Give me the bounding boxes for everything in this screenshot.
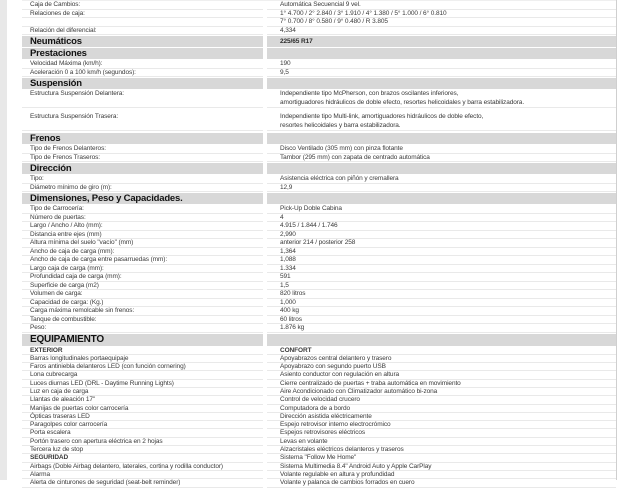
spec-value: 4 (267, 214, 616, 223)
spec-value: 7° 0.700 / 8° 0.580 / 9° 0.480 / R 3.805 (267, 18, 616, 27)
equipment-item-left: Airbags (Doble Airbag delantero, laterales, cortina y rodilla conductor) (22, 463, 263, 471)
section-title: Prestaciones (22, 48, 263, 59)
spec-value: 9,5 (267, 69, 616, 78)
equipment-row (22, 396, 616, 404)
spec-value: 400 kg (267, 307, 616, 316)
spec-value: anterior 214 / posterior 258 (267, 239, 616, 248)
spec-value: 1.876 kg (267, 324, 616, 333)
spec-row (22, 273, 616, 282)
equipment-item-right: Alzacristales eléctricos delanteros y traseros (267, 446, 616, 454)
equipment-item-right: Volante regulable en altura y profundidad (267, 471, 616, 479)
spec-label: Caja de Cambios: (22, 1, 263, 10)
equipment-row (22, 405, 616, 413)
spec-label: Tipo de Carrocería: (22, 205, 263, 214)
equipment-item-left: Tercera luz de stop (22, 446, 263, 454)
spec-label: Superficie de carga (m2) (22, 282, 263, 291)
equipment-item-right: Asiento conductor con regulación en altura (267, 371, 616, 379)
spec-value: 4.915 / 1.844 / 1.746 (267, 222, 616, 231)
equipment-item-right: Espejos retrovisores eléctricos (267, 429, 616, 437)
spec-label: Velocidad Máxima (km/h): (22, 60, 263, 69)
equipment-item-left: Alarma (22, 471, 263, 479)
spec-row (22, 154, 616, 163)
equipment-row (22, 421, 616, 429)
spec-row-multiline (22, 90, 616, 108)
equipment-item-left: Manijas de puertas color carrocería (22, 405, 263, 413)
equipment-row (22, 413, 616, 421)
equipment-item-right: Sistema "Follow Me Home" (267, 454, 616, 462)
spec-label: Largo / Ancho / Alto (mm): (22, 222, 263, 231)
spec-value: 12,9 (267, 184, 616, 193)
equipment-item-left: Llantas de aleación 17'' (22, 396, 263, 404)
equipment-item-left: Alerta de cinturones de seguridad (seat-belt reminder) (22, 479, 263, 487)
spec-row (22, 27, 616, 36)
section-header (22, 133, 616, 144)
equipment-item-right: Dirección asistida eléctricamente (267, 413, 616, 421)
spec-value: Automática Secuencial 9 vel. (267, 1, 616, 10)
spec-row (22, 69, 616, 78)
spec-row (22, 175, 616, 184)
spec-label: Diámetro mínimo de giro (m): (22, 184, 263, 193)
equipment-item-right: Sistema Multimedia 8.4" Android Auto y Apple CarPlay (267, 463, 616, 471)
page-right-edge (616, 0, 617, 480)
section-header (22, 163, 616, 174)
spec-value: 1,088 (267, 256, 616, 265)
spec-value: 1,5 (267, 282, 616, 291)
spec-row (22, 1, 616, 10)
spec-row (22, 214, 616, 223)
spec-row (22, 324, 616, 333)
spec-row (22, 248, 616, 257)
spec-row (22, 290, 616, 299)
spec-label: Altura mínima del suelo "vacío" (mm) (22, 239, 263, 248)
spec-row (22, 265, 616, 274)
equipment-item-right: Apoyabrazos central delantero y trasero (267, 355, 616, 363)
equipment-row (22, 388, 616, 396)
spec-value: 2,990 (267, 231, 616, 240)
equipment-item-left: SEGURIDAD (22, 454, 263, 462)
equipment-item-left: Luces diurnas LED (DRL - Daytime Running Lights) (22, 380, 263, 388)
section-header-value (267, 334, 616, 346)
spec-label: Relación del diferencial: (22, 27, 263, 36)
section-header (22, 36, 616, 47)
spec-row (22, 231, 616, 240)
spec-value: 1,364 (267, 248, 616, 257)
equipment-item-left: Faros antiniebla delanteros LED (con función cornering) (22, 363, 263, 371)
spec-label: Aceleración 0 a 100 km/h (segundos): (22, 69, 263, 78)
section-title: Suspensión (22, 78, 263, 89)
spec-row (22, 184, 616, 193)
spec-row (22, 145, 616, 154)
spec-value-line: Independiente tipo Multi-link, amortiguadores hidráulicos de doble efecto, (280, 113, 484, 120)
spec-row-multiline (22, 113, 616, 131)
spec-value: Asistencia eléctrica con piñón y cremallera (267, 175, 616, 184)
equipment-row (22, 454, 616, 462)
spec-label: Relaciones de caja: (22, 10, 263, 19)
spec-label: Largo caja de carga (mm): (22, 265, 263, 274)
equipment-row (22, 380, 616, 388)
spec-sheet (22, 0, 616, 488)
spec-value: 1.334 (267, 265, 616, 274)
section-header-value (267, 133, 616, 144)
spec-value-line: amortiguadores hidráulicos de doble efecto, resortes helicoidales y barra estabilizadora. (280, 98, 525, 106)
spec-value: 1,000 (267, 299, 616, 308)
spec-row (22, 205, 616, 214)
equipment-row (22, 371, 616, 379)
spec-label: Tipo de Frenos Traseros: (22, 154, 263, 163)
spec-label: Peso: (22, 324, 263, 333)
spec-value: 591 (267, 273, 616, 282)
section-title: EQUIPAMIENTO (22, 334, 263, 346)
spec-row (22, 307, 616, 316)
section-header (22, 48, 616, 59)
equipment-item-right: Apoyabrazo con segundo puerto USB (267, 363, 616, 371)
equipment-item-right: Aire Acondicionado con Climatizador automático bi-zona (267, 388, 616, 396)
section-header (22, 193, 616, 204)
spec-label: Capacidad de carga: (Kg.) (22, 299, 263, 308)
spec-value: 190 (267, 60, 616, 69)
spec-value-line: resortes helicoidales y barra estabilizadora. (280, 121, 401, 129)
equipment-item-left: Luz en caja de carga (22, 388, 263, 396)
spec-value: 60 litros (267, 316, 616, 325)
equipment-item-right: Computadora de a bordo (267, 405, 616, 413)
spec-label: Estructura Suspensión Delantera: (22, 90, 263, 108)
equipment-item-right: CONFORT (267, 347, 616, 355)
equipment-item-right: Volante y palanca de cambios forrados en cuero (267, 479, 616, 487)
spec-row (22, 299, 616, 308)
spec-value: 4,334 (267, 27, 616, 36)
equipment-item-right: Cierre centralizado de puertas + traba automática en movimiento (267, 380, 616, 388)
section-title: Dimensiones, Peso y Capacidades. (22, 193, 263, 204)
section-title: Neumáticos (22, 36, 263, 47)
section-header-value (267, 163, 616, 174)
equipment-item-left: Barras longitudinales portaequipaje (22, 355, 263, 363)
spec-row (22, 222, 616, 231)
spec-row (22, 60, 616, 69)
equipment-row (22, 463, 616, 471)
equipment-row (22, 429, 616, 437)
spec-label: Ancho de caja de carga (mm): (22, 248, 263, 257)
spec-row (22, 316, 616, 325)
spec-row (22, 18, 616, 27)
equipment-item-left: Portón trasero con apertura eléctrica en 2 hojas (22, 438, 263, 446)
spec-label: Profundidad caja de carga (mm): (22, 273, 263, 282)
spec-value: 1° 4.700 / 2° 2.840 / 3° 1.910 / 4° 1.380 / 5° 1.000 / 6° 0.810 (267, 10, 616, 19)
page-margin-strip (0, 0, 7, 480)
spec-label: Volumen de carga: (22, 290, 263, 299)
spec-row (22, 282, 616, 291)
equipment-item-left: EXTERIOR (22, 347, 263, 355)
section-header (22, 334, 616, 346)
spec-row (22, 239, 616, 248)
spec-value (267, 113, 616, 131)
section-header-value (267, 193, 616, 204)
spec-label: Estructura Suspensión Trasera: (22, 113, 263, 131)
equipment-row (22, 438, 616, 446)
spec-label: Tanque de combustible: (22, 316, 263, 325)
spec-label: Tipo: (22, 175, 263, 184)
section-title: Dirección (22, 163, 263, 174)
spec-value: Pick-Up Doble Cabina (267, 205, 616, 214)
equipment-item-right: Control de velocidad crucero (267, 396, 616, 404)
spec-label: Distancia entre ejes (mm) (22, 231, 263, 240)
equipment-row (22, 446, 616, 454)
equipment-item-right: Levas en volante (267, 438, 616, 446)
equipment-item-left: Lona cubrecarga (22, 371, 263, 379)
row-spacer (22, 131, 616, 132)
spec-row (22, 256, 616, 265)
spec-value: Disco Ventilado (305 mm) con pinza flotante (267, 145, 616, 154)
equipment-item-left: Paragolpes color carrocería (22, 421, 263, 429)
equipment-row (22, 479, 616, 487)
section-title: Frenos (22, 133, 263, 144)
spec-label (22, 18, 263, 27)
spec-label: Número de puertas: (22, 214, 263, 223)
equipment-item-left: Porta escalera (22, 429, 263, 437)
section-header-value: 225/65 R17 (267, 36, 616, 47)
equipment-row (22, 363, 616, 371)
equipment-row (22, 471, 616, 479)
section-header-value (267, 78, 616, 89)
equipment-item-right: Espejo retrovisor interno electrocrómico (267, 421, 616, 429)
equipment-row (22, 347, 616, 355)
spec-value-line: Independiente tipo McPherson, con brazos oscilantes inferiores, (280, 90, 459, 97)
spec-label: Carga máxima remolcable sin frenos: (22, 307, 263, 316)
spec-label: Ancho de caja de carga entre pasarruedas (mm): (22, 256, 263, 265)
section-header (22, 78, 616, 89)
section-header-value (267, 48, 616, 59)
spec-value (267, 90, 616, 108)
equipment-row (22, 355, 616, 363)
spec-row (22, 10, 616, 19)
spec-label: Tipo de Frenos Delanteros: (22, 145, 263, 154)
spec-value: 820 litros (267, 290, 616, 299)
spec-value: Tambor (295 mm) con zapata de centrado automática (267, 154, 616, 163)
equipment-item-left: Ópticas traseras LED (22, 413, 263, 421)
